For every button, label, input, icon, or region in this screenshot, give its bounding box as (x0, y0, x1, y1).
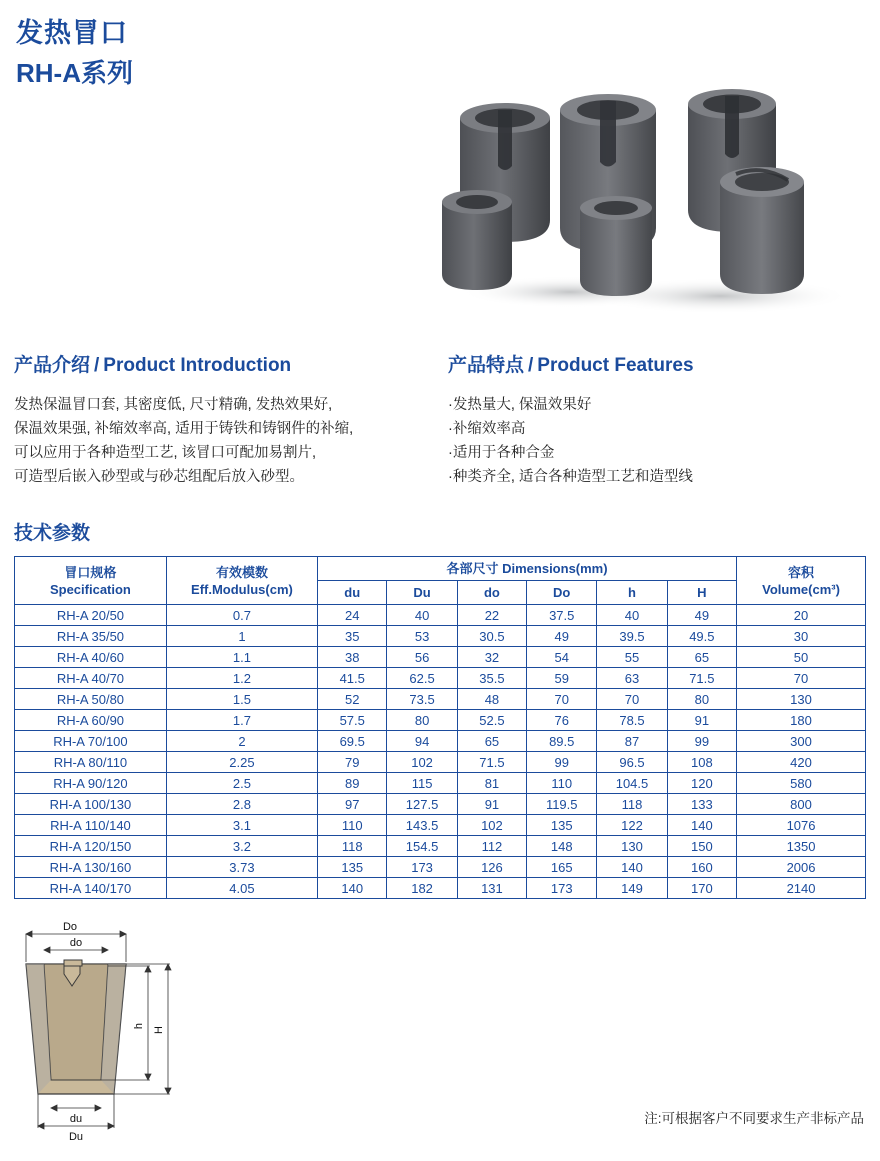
cell-H: 170 (667, 878, 736, 899)
cell-modulus: 0.7 (166, 605, 317, 626)
header-volume-cn: 容积 (788, 564, 815, 580)
cell-do: 65 (457, 731, 526, 752)
cell-Do: 110 (527, 773, 597, 794)
cell-do: 30.5 (457, 626, 526, 647)
features-heading (448, 350, 868, 377)
table-row (15, 815, 866, 836)
cell-volume: 2140 (737, 878, 866, 899)
features-list (448, 393, 868, 489)
cell-specification: RH-A 100/130 (15, 794, 167, 815)
introduction-line: 保温效果强, 补缩效率高, 适用于铸铁和铸钢件的补缩, (14, 421, 354, 437)
cell-do: 112 (457, 836, 526, 857)
cell-du: 57.5 (318, 710, 387, 731)
title-chinese: 发热冒口 (16, 18, 128, 48)
cell-volume: 420 (737, 752, 866, 773)
cell-h: 70 (597, 689, 667, 710)
cell-do: 22 (457, 605, 526, 626)
cell-h: 63 (597, 668, 667, 689)
dimension-drawing (8, 918, 208, 1146)
header-dim-do: do (457, 581, 526, 605)
table-row (15, 710, 866, 731)
cell-H: 160 (667, 857, 736, 878)
cell-Du: 143.5 (387, 815, 457, 836)
cell-modulus: 1.1 (166, 647, 317, 668)
feature-item: ·种类齐全, 适合各种造型工艺和造型线 (448, 469, 693, 485)
cell-Do: 119.5 (527, 794, 597, 815)
label-do: do (69, 937, 83, 949)
cell-du: 97 (318, 794, 387, 815)
introduction-text (14, 393, 434, 489)
label-Du: Du (68, 1131, 84, 1143)
cell-du: 69.5 (318, 731, 387, 752)
cell-Do: 59 (527, 668, 597, 689)
product-photo (420, 70, 870, 320)
cell-do: 35.5 (457, 668, 526, 689)
cell-h: 96.5 (597, 752, 667, 773)
cell-h: 55 (597, 647, 667, 668)
cell-volume: 20 (737, 605, 866, 626)
cell-Do: 148 (527, 836, 597, 857)
cell-specification: RH-A 110/140 (15, 815, 167, 836)
header-specification-cn: 冒口规格 (64, 564, 117, 580)
cell-h: 39.5 (597, 626, 667, 647)
cell-Do: 99 (527, 752, 597, 773)
cell-Do: 165 (527, 857, 597, 878)
cell-volume: 30 (737, 626, 866, 647)
cell-Du: 182 (387, 878, 457, 899)
cell-specification: RH-A 80/110 (15, 752, 167, 773)
table-row (15, 794, 866, 815)
cell-du: 135 (318, 857, 387, 878)
table-row (15, 731, 866, 752)
cell-H: 140 (667, 815, 736, 836)
cell-modulus: 2.8 (166, 794, 317, 815)
table-row (15, 605, 866, 626)
cell-specification: RH-A 40/60 (15, 647, 167, 668)
specification-table (14, 556, 866, 899)
cell-Do: 49 (527, 626, 597, 647)
cell-H: 91 (667, 710, 736, 731)
cell-volume: 800 (737, 794, 866, 815)
cell-volume: 2006 (737, 857, 866, 878)
cell-h: 104.5 (597, 773, 667, 794)
cell-du: 38 (318, 647, 387, 668)
cell-modulus: 1 (166, 626, 317, 647)
header-modulus (166, 557, 317, 605)
feature-item: ·发热量大, 保温效果好 (448, 397, 592, 413)
cell-modulus: 1.2 (166, 668, 317, 689)
page-title (16, 16, 133, 91)
cell-do: 81 (457, 773, 526, 794)
cell-h: 118 (597, 794, 667, 815)
cell-Du: 94 (387, 731, 457, 752)
heading-separator: / (94, 355, 100, 376)
header-specification (15, 557, 167, 605)
cell-Do: 76 (527, 710, 597, 731)
cell-du: 89 (318, 773, 387, 794)
cell-volume: 300 (737, 731, 866, 752)
cell-modulus: 3.1 (166, 815, 317, 836)
cell-h: 40 (597, 605, 667, 626)
cell-Du: 56 (387, 647, 457, 668)
table-header (15, 557, 866, 605)
label-du: du (69, 1113, 83, 1125)
table-row (15, 647, 866, 668)
cell-do: 71.5 (457, 752, 526, 773)
cell-specification: RH-A 50/80 (15, 689, 167, 710)
cell-specification: RH-A 140/170 (15, 878, 167, 899)
cell-modulus: 3.73 (166, 857, 317, 878)
table-row (15, 626, 866, 647)
cell-Du: 154.5 (387, 836, 457, 857)
cell-specification: RH-A 40/70 (15, 668, 167, 689)
cell-H: 108 (667, 752, 736, 773)
introduction-line: 发热保温冒口套, 其密度低, 尺寸精确, 发热效果好, (14, 397, 333, 413)
cell-do: 131 (457, 878, 526, 899)
cell-Du: 80 (387, 710, 457, 731)
table-row (15, 878, 866, 899)
product-features-section (448, 350, 868, 489)
header-dim-Du: Du (387, 581, 457, 605)
cell-Do: 70 (527, 689, 597, 710)
table-row (15, 857, 866, 878)
cell-modulus: 2 (166, 731, 317, 752)
table-row (15, 773, 866, 794)
cell-Do: 135 (527, 815, 597, 836)
cell-H: 80 (667, 689, 736, 710)
header-dimensions-group: 各部尺寸 Dimensions(mm) (318, 557, 737, 581)
cell-du: 79 (318, 752, 387, 773)
cell-volume: 70 (737, 668, 866, 689)
cell-Do: 54 (527, 647, 597, 668)
introduction-heading (14, 350, 434, 377)
cell-Du: 102 (387, 752, 457, 773)
riser-cross-section-diagram (8, 918, 208, 1146)
cell-modulus: 1.5 (166, 689, 317, 710)
cell-Do: 37.5 (527, 605, 597, 626)
cell-volume: 130 (737, 689, 866, 710)
cell-volume: 180 (737, 710, 866, 731)
cell-H: 49.5 (667, 626, 736, 647)
cell-du: 140 (318, 878, 387, 899)
cell-do: 91 (457, 794, 526, 815)
cell-h: 87 (597, 731, 667, 752)
cell-specification: RH-A 60/90 (15, 710, 167, 731)
cell-H: 49 (667, 605, 736, 626)
cell-modulus: 1.7 (166, 710, 317, 731)
cell-specification: RH-A 20/50 (15, 605, 167, 626)
cell-modulus: 4.05 (166, 878, 317, 899)
cell-du: 52 (318, 689, 387, 710)
cell-du: 118 (318, 836, 387, 857)
cell-volume: 50 (737, 647, 866, 668)
table-row (15, 836, 866, 857)
header-modulus-cn: 有效模数 (215, 564, 268, 580)
cell-H: 99 (667, 731, 736, 752)
label-h: h (133, 1022, 145, 1030)
cell-Du: 127.5 (387, 794, 457, 815)
introduction-heading-en: Product Introduction (103, 355, 292, 376)
cell-Du: 115 (387, 773, 457, 794)
cell-volume: 580 (737, 773, 866, 794)
header-specification-en: Specification (49, 581, 131, 597)
feature-item: ·补缩效率高 (448, 421, 526, 437)
technical-parameters-heading: 技术参数 (14, 523, 91, 544)
cell-specification: RH-A 70/100 (15, 731, 167, 752)
cell-Do: 89.5 (527, 731, 597, 752)
table-row (15, 689, 866, 710)
cell-h: 122 (597, 815, 667, 836)
header-dim-du: du (318, 581, 387, 605)
cell-H: 133 (667, 794, 736, 815)
header-dim-Do: Do (527, 581, 597, 605)
table-body (15, 605, 866, 899)
cell-volume: 1076 (737, 815, 866, 836)
cell-do: 126 (457, 857, 526, 878)
cell-du: 41.5 (318, 668, 387, 689)
footer-note: 注:可根据客户不同要求生产非标产品 (644, 1111, 864, 1126)
header-volume-en: Volume(cm³) (762, 581, 840, 597)
header-dim-h: h (597, 581, 667, 605)
table-row (15, 668, 866, 689)
header-dim-H: H (667, 581, 736, 605)
cell-do: 32 (457, 647, 526, 668)
cell-modulus: 2.5 (166, 773, 317, 794)
features-heading-cn: 产品特点 (448, 355, 525, 376)
introduction-line: 可以应用于各种造型工艺, 该冒口可配加易割片, (14, 445, 317, 461)
title-series: RH-A系列 (16, 58, 133, 89)
cell-h: 130 (597, 836, 667, 857)
cell-h: 78.5 (597, 710, 667, 731)
introduction-line: 可造型后嵌入砂型或与砂芯组配后放入砂型。 (14, 469, 304, 485)
heading-separator: / (528, 355, 534, 376)
sleeve-section (26, 960, 126, 1094)
cell-H: 65 (667, 647, 736, 668)
cell-H: 120 (667, 773, 736, 794)
header-volume (737, 557, 866, 605)
cell-volume: 1350 (737, 836, 866, 857)
cell-du: 24 (318, 605, 387, 626)
feature-item: ·适用于各种合金 (448, 445, 555, 461)
cell-specification: RH-A 90/120 (15, 773, 167, 794)
cell-do: 52.5 (457, 710, 526, 731)
cell-specification: RH-A 120/150 (15, 836, 167, 857)
cell-Du: 62.5 (387, 668, 457, 689)
cell-h: 140 (597, 857, 667, 878)
cell-Do: 173 (527, 878, 597, 899)
cell-specification: RH-A 130/160 (15, 857, 167, 878)
header-modulus-en: Eff.Modulus(cm) (191, 581, 293, 597)
cell-du: 110 (318, 815, 387, 836)
cell-Du: 40 (387, 605, 457, 626)
cell-specification: RH-A 35/50 (15, 626, 167, 647)
cell-do: 102 (457, 815, 526, 836)
features-heading-en: Product Features (537, 355, 694, 376)
label-Do: Do (62, 921, 78, 933)
cell-Du: 173 (387, 857, 457, 878)
cell-h: 149 (597, 878, 667, 899)
product-introduction-section (14, 350, 434, 489)
label-H: H (153, 1026, 165, 1034)
cell-H: 71.5 (667, 668, 736, 689)
cell-Du: 73.5 (387, 689, 457, 710)
introduction-heading-cn: 产品介绍 (14, 355, 91, 376)
cell-do: 48 (457, 689, 526, 710)
riser-sleeves-illustration (420, 70, 870, 320)
cell-modulus: 3.2 (166, 836, 317, 857)
cell-Du: 53 (387, 626, 457, 647)
table-row (15, 752, 866, 773)
cell-H: 150 (667, 836, 736, 857)
cell-du: 35 (318, 626, 387, 647)
cell-modulus: 2.25 (166, 752, 317, 773)
